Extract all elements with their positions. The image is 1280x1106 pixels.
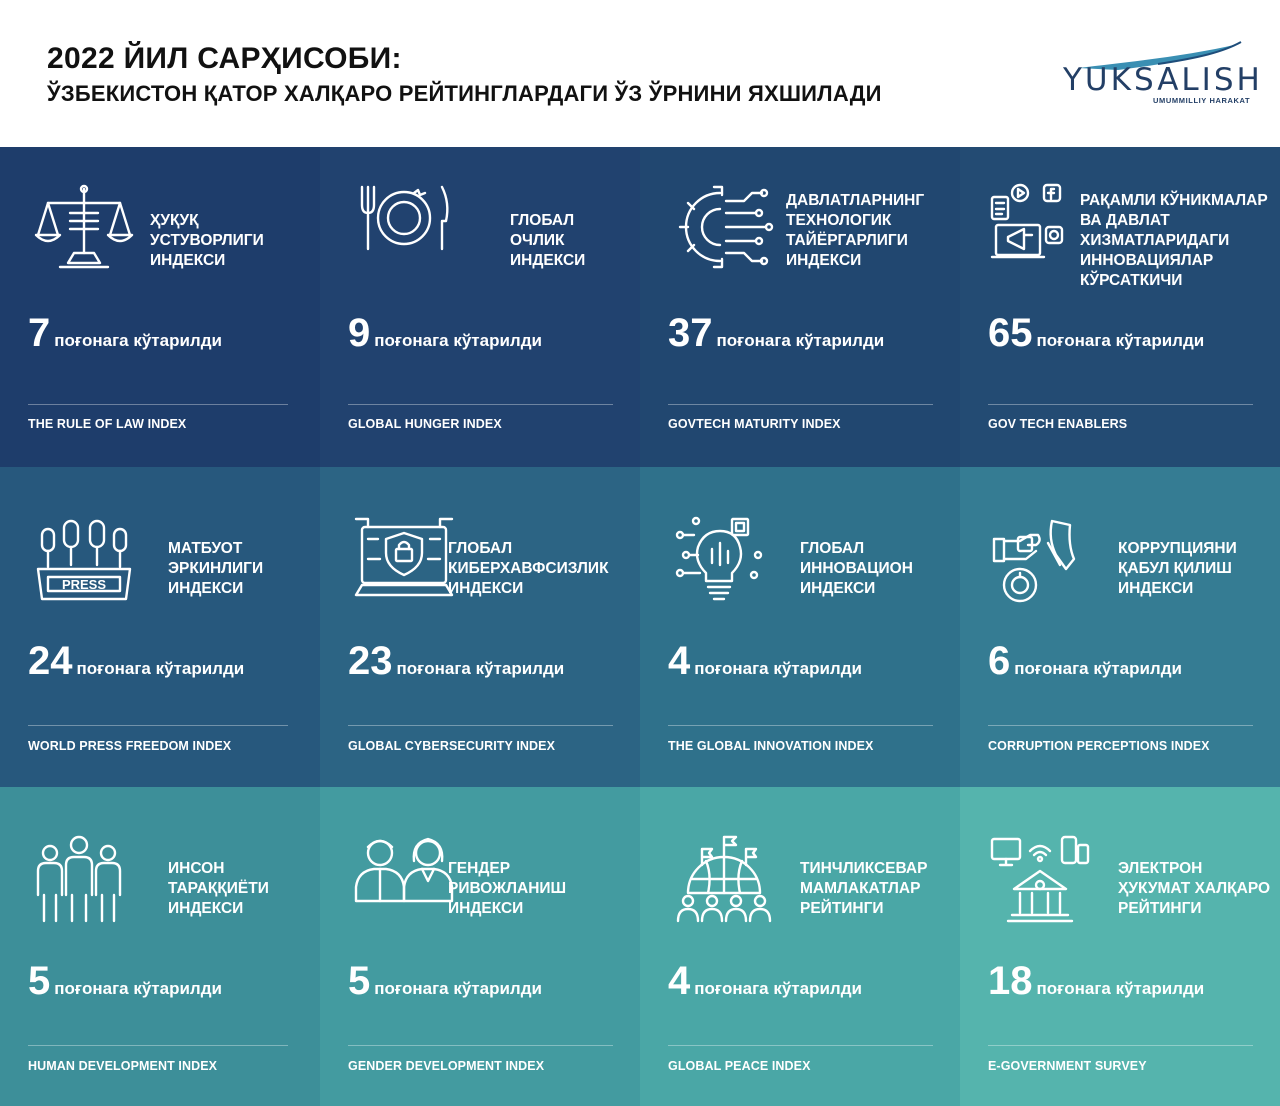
index-title-line: ИНДЕКСИ — [168, 900, 244, 917]
index-english-name: HUMAN DEVELOPMENT INDEX — [28, 1059, 218, 1073]
index-english-name: E-GOVERNMENT SURVEY — [988, 1059, 1147, 1073]
rank-change — [348, 959, 542, 1004]
divider — [348, 404, 613, 405]
rank-change — [988, 959, 1204, 1004]
rating-tile — [0, 787, 320, 1106]
header — [0, 0, 1280, 147]
index-title-line: КОРРУПЦИЯНИ — [1118, 540, 1237, 557]
index-english-name: THE RULE OF LAW INDEX — [28, 417, 187, 431]
rank-change-unit: поғонага кўтарилди — [1036, 979, 1205, 998]
index-title-line: ИНДЕКСИ — [150, 252, 226, 269]
rating-tile — [0, 147, 320, 467]
index-title-line: ИНДЕКСИ — [448, 900, 524, 917]
index-title-line: ИНДЕКСИ — [800, 580, 876, 597]
index-english-name: GOVTECH MATURITY INDEX — [668, 417, 841, 431]
rank-change-value: 65 — [988, 311, 1033, 355]
bribe-handshake-icon — [990, 515, 1080, 605]
rank-change — [28, 959, 222, 1004]
index-title-line: ЭРКИНЛИГИ — [168, 560, 264, 577]
rank-change — [988, 639, 1182, 684]
divider — [28, 404, 288, 405]
rank-change-value: 9 — [348, 311, 371, 355]
press-microphones-icon — [34, 515, 134, 605]
index-title — [800, 539, 913, 599]
index-title-line: ИННОВАЦИЯЛАР — [1080, 252, 1214, 269]
divider — [668, 404, 933, 405]
rank-change-value: 4 — [668, 959, 691, 1003]
rank-change — [668, 639, 862, 684]
index-title-line: ИНСОН — [168, 860, 225, 877]
divider — [348, 1045, 613, 1046]
digital-media-icon — [990, 183, 1070, 263]
index-title-line: ИНДЕКСИ — [786, 252, 862, 269]
index-title — [510, 211, 585, 271]
divider — [28, 1045, 288, 1046]
divider — [28, 725, 288, 726]
rank-change-unit: поғонага кўтарилди — [54, 979, 222, 998]
index-title-line: МАМЛАКАТЛАР — [800, 880, 921, 897]
index-title-line: ГЛОБАЛ — [448, 540, 513, 557]
index-title-line: ОЧЛИК — [510, 232, 565, 249]
rank-change-value: 37 — [668, 311, 713, 355]
globe-flags-icon — [674, 835, 774, 925]
rank-change-value: 5 — [348, 959, 371, 1003]
lightbulb-chip-icon — [674, 515, 764, 605]
index-title-line: ҚАБУЛ ҚИЛИШ — [1118, 560, 1232, 577]
people-group-icon — [34, 835, 124, 925]
index-title-line: ИНДЕКСИ — [1118, 580, 1194, 597]
e-government-icon — [990, 835, 1090, 925]
rank-change-unit: поғонага кўтарилди — [396, 659, 565, 678]
index-title — [448, 539, 609, 599]
rank-change-value: 7 — [28, 311, 51, 355]
index-english-name: GENDER DEVELOPMENT INDEX — [348, 1059, 545, 1073]
rating-tile — [320, 467, 640, 787]
rating-tile — [640, 787, 960, 1106]
index-title-line: УСТУВОРЛИГИ — [150, 232, 264, 249]
index-english-name: GLOBAL HUNGER INDEX — [348, 417, 502, 431]
ratings-grid — [0, 147, 1280, 1106]
cyber-shield-lock-icon — [354, 515, 454, 605]
divider — [668, 1045, 933, 1046]
yuksalish-logo — [1058, 38, 1263, 108]
rank-change — [348, 311, 542, 356]
index-title-line: РЕЙТИНГИ — [800, 900, 884, 917]
index-title-line: КЎРСАТКИЧИ — [1080, 272, 1183, 289]
index-title-line: РАҚАМЛИ КЎНИКМАЛАР — [1080, 192, 1268, 209]
rank-change — [28, 639, 244, 684]
rank-change-unit: поғонага кўтарилди — [374, 331, 542, 350]
index-title-line: ИННОВАЦИОН — [800, 560, 913, 577]
index-title-line: РИВОЖЛАНИШ — [448, 880, 567, 897]
index-title-line: ТАРАҚҚИЁТИ — [168, 880, 269, 897]
index-title-line: ҲУҚУҚ — [150, 212, 199, 229]
index-title-line: ДАВЛАТЛАРНИНГ — [786, 192, 925, 209]
rank-change-unit: поғонага кўтарилди — [76, 659, 245, 678]
logo-name: YUKSALISH — [1063, 62, 1263, 98]
rating-tile — [960, 147, 1280, 467]
index-title — [1118, 859, 1270, 919]
rating-tile — [640, 147, 960, 467]
index-title-line: КИБЕРХАВФСИЗЛИК — [448, 560, 609, 577]
rating-tile — [320, 787, 640, 1106]
rank-change — [348, 639, 564, 684]
index-title — [1080, 191, 1268, 291]
divider — [668, 725, 933, 726]
index-title-line: ГЕНДЕР — [448, 860, 511, 877]
page-subtitle: ЎЗБЕКИСТОН ҚАТОР ХАЛҚАРО РЕЙТИНГЛАРДАГИ ЎЗ ЎРНИНИ ЯХШИЛАДИ — [47, 81, 882, 106]
index-title-line: ТАЙЁРГАРЛИГИ — [786, 232, 908, 249]
index-title-line: ГЛОБАЛ — [510, 212, 575, 229]
rank-change — [668, 311, 884, 356]
rank-change-value: 4 — [668, 639, 691, 683]
index-title-line: ҲУКУМАТ ХАЛҚАРО — [1118, 880, 1271, 897]
rank-change-unit: поғонага кўтарилди — [374, 979, 542, 998]
index-title-line: ТЕХНОЛОГИК — [786, 212, 892, 229]
divider — [988, 725, 1253, 726]
rank-change — [988, 311, 1204, 356]
index-title-line: ВА ДАВЛАТ — [1080, 212, 1170, 229]
rank-change-unit: поғонага кўтарилди — [694, 659, 862, 678]
index-english-name: WORLD PRESS FREEDOM INDEX — [28, 739, 232, 753]
index-title-line: ТИНЧЛИКСЕВАР — [800, 860, 928, 877]
plate-cutlery-icon — [354, 183, 454, 253]
index-title — [150, 211, 264, 271]
index-title-line: ИНДЕКСИ — [510, 252, 586, 269]
rank-change-unit: поғонага кўтарилди — [1036, 331, 1205, 350]
index-english-name: THE GLOBAL INNOVATION INDEX — [668, 739, 874, 753]
index-title — [168, 859, 269, 919]
index-english-name: GLOBAL CYBERSECURITY INDEX — [348, 739, 556, 753]
rating-tile — [640, 467, 960, 787]
index-title-line: ИНДЕКСИ — [448, 580, 524, 597]
index-title-line: ХИЗМАТЛАРИДАГИ — [1080, 232, 1230, 249]
press-sign-text: PRESS — [61, 577, 107, 592]
index-english-name: GLOBAL PEACE INDEX — [668, 1059, 811, 1073]
rating-tile — [960, 467, 1280, 787]
index-title-line: МАТБУОТ — [168, 540, 243, 557]
index-title-line: ЭЛЕКТРОН — [1118, 860, 1203, 877]
gear-circuit-icon — [674, 183, 774, 273]
rank-change-value: 23 — [348, 639, 393, 683]
index-title — [168, 539, 263, 599]
rating-tile — [960, 787, 1280, 1106]
index-title-line: РЕЙТИНГИ — [1118, 900, 1202, 917]
index-title — [448, 859, 566, 919]
divider — [988, 404, 1253, 405]
scales-icon — [34, 183, 134, 273]
rank-change-value: 24 — [28, 639, 73, 683]
index-title — [800, 859, 927, 919]
rating-tile — [320, 147, 640, 467]
rating-tile — [0, 467, 320, 787]
rank-change-unit: поғонага кўтарилди — [54, 331, 222, 350]
rank-change — [28, 311, 222, 356]
index-title-line: ГЛОБАЛ — [800, 540, 865, 557]
page-title: 2022 ЙИЛ САРҲИСОБИ: — [47, 42, 402, 75]
rank-change-value: 6 — [988, 639, 1011, 683]
index-title — [786, 191, 924, 271]
man-woman-icon — [354, 835, 454, 905]
divider — [988, 1045, 1253, 1046]
index-english-name: CORRUPTION PERCEPTIONS INDEX — [988, 739, 1210, 753]
logo-tagline: UMUMMILLIY HARAKAT — [1153, 96, 1251, 105]
rank-change-value: 18 — [988, 959, 1033, 1003]
rank-change-unit: поғонага кўтарилди — [1014, 659, 1182, 678]
divider — [348, 725, 613, 726]
rank-change-unit: поғонага кўтарилди — [716, 331, 885, 350]
rank-change-unit: поғонага кўтарилди — [694, 979, 862, 998]
rank-change-value: 5 — [28, 959, 51, 1003]
index-english-name: GOV TECH ENABLERS — [988, 417, 1128, 431]
index-title — [1118, 539, 1237, 599]
rank-change — [668, 959, 862, 1004]
index-title-line: ИНДЕКСИ — [168, 580, 244, 597]
